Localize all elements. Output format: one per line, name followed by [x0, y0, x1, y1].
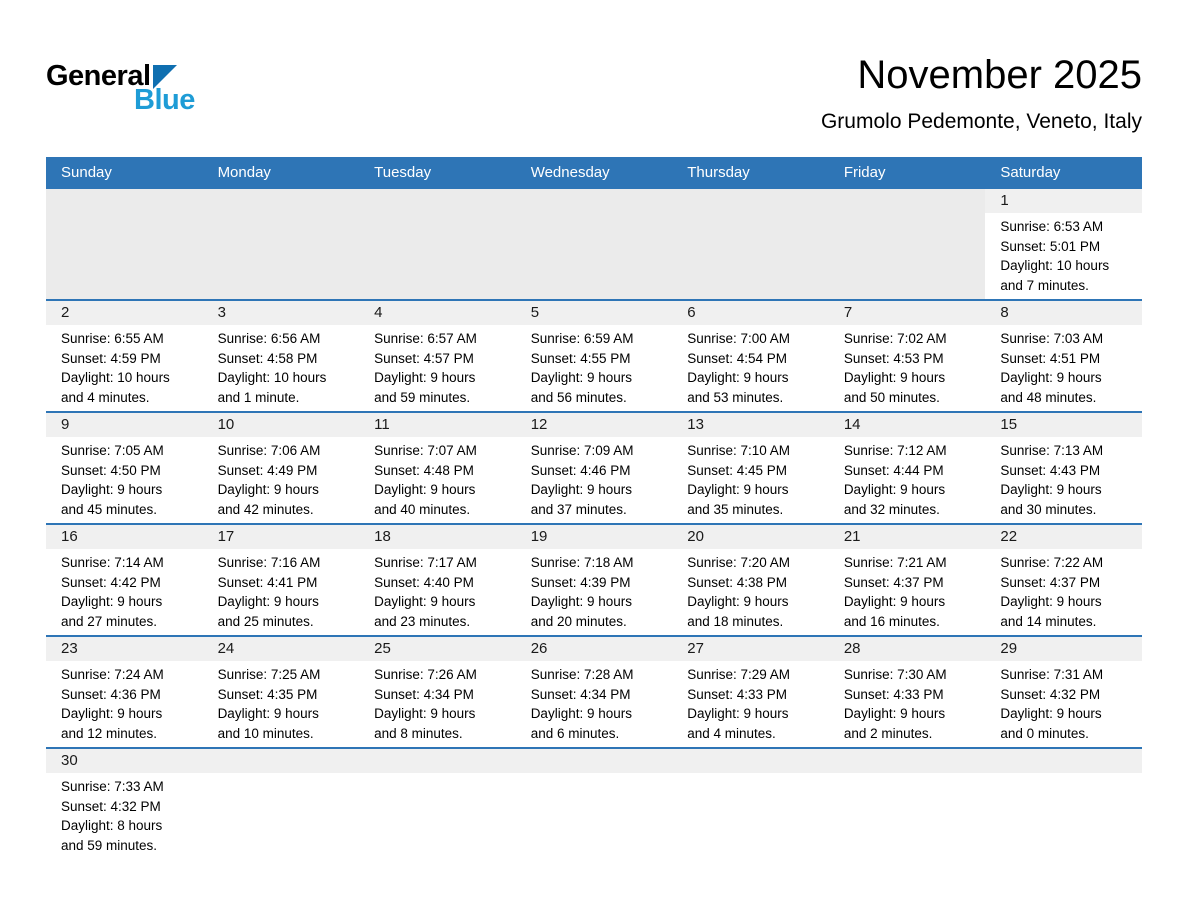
calendar-table — [46, 157, 1142, 859]
day-cell-3 — [203, 300, 360, 412]
sunset-text: Sunset: 4:33 PM — [687, 686, 788, 702]
day-cell-28 — [829, 636, 986, 748]
day-cell-29 — [985, 636, 1142, 748]
day-info — [46, 661, 203, 747]
sunrise-text: Sunrise: 7:02 AM — [843, 331, 947, 346]
sunrise-text: Sunrise: 7:06 AM — [217, 443, 321, 458]
daylight-text: Daylight: 9 hours — [374, 706, 476, 721]
day-info — [985, 661, 1142, 747]
sunrise-text: Sunrise: 7:05 AM — [61, 443, 164, 458]
daylight-text-cont: and 4 minutes. — [687, 725, 776, 741]
empty-day-cell — [829, 189, 986, 300]
sunset-text: Sunset: 4:53 PM — [843, 350, 944, 366]
sunrise-text: Sunrise: 7:16 AM — [217, 555, 321, 570]
day-info — [516, 325, 673, 411]
daylight-text-cont: and 10 minutes. — [217, 725, 314, 741]
weekday-header-thursday: Thursday — [672, 157, 829, 189]
sunrise-text: Sunrise: 6:56 AM — [217, 331, 321, 346]
day-info — [359, 325, 516, 411]
day-number: 16 — [46, 525, 203, 549]
week-row-5 — [46, 636, 1142, 748]
day-number: 20 — [672, 525, 829, 549]
day-info — [672, 437, 829, 523]
day-number: 22 — [985, 525, 1142, 549]
page-title: November 2025 — [857, 53, 1142, 97]
day-number: 6 — [672, 301, 829, 325]
daylight-text-cont: and 4 minutes. — [61, 389, 150, 405]
day-number: 12 — [516, 413, 673, 437]
week-row-4 — [46, 524, 1142, 636]
weekday-header-wednesday: Wednesday — [516, 157, 673, 189]
day-info — [359, 549, 516, 635]
daylight-text-cont: and 32 minutes. — [843, 501, 940, 517]
daylight-text: Daylight: 9 hours — [61, 706, 163, 721]
sunset-text: Sunset: 4:41 PM — [217, 574, 318, 590]
day-number: 2 — [46, 301, 203, 325]
day-number: 1 — [985, 189, 1142, 213]
empty-day-cell — [672, 189, 829, 300]
day-info — [672, 325, 829, 411]
week-row-3 — [46, 412, 1142, 524]
sunrise-text: Sunrise: 7:20 AM — [687, 555, 791, 570]
sunrise-text: Sunrise: 7:33 AM — [61, 779, 164, 794]
empty-day-cell — [46, 189, 203, 300]
sunrise-text: Sunrise: 6:55 AM — [61, 331, 164, 346]
daylight-text: Daylight: 9 hours — [687, 482, 789, 497]
daylight-text-cont: and 45 minutes. — [61, 501, 158, 517]
daylight-text-cont: and 0 minutes. — [1000, 725, 1089, 741]
daylight-text-cont: and 12 minutes. — [61, 725, 158, 741]
sunset-text: Sunset: 4:33 PM — [843, 686, 944, 702]
daylight-text-cont: and 7 minutes. — [1000, 277, 1089, 293]
day-cell-6 — [672, 300, 829, 412]
daylight-text-cont: and 1 minute. — [217, 389, 300, 405]
day-number: 15 — [985, 413, 1142, 437]
day-info — [985, 437, 1142, 523]
daylight-text: Daylight: 9 hours — [687, 706, 789, 721]
daylight-text-cont: and 42 minutes. — [217, 501, 314, 517]
weekday-header-saturday: Saturday — [985, 157, 1142, 189]
day-cell-7 — [829, 300, 986, 412]
daylight-text: Daylight: 9 hours — [61, 594, 163, 609]
sunrise-text: Sunrise: 7:25 AM — [217, 667, 321, 682]
empty-day-cell — [829, 748, 986, 859]
weekday-header-tuesday: Tuesday — [359, 157, 516, 189]
title-block — [821, 38, 1142, 134]
empty-number-strip — [516, 749, 673, 773]
daylight-text-cont: and 27 minutes. — [61, 613, 158, 629]
sunset-text: Sunset: 4:59 PM — [61, 350, 161, 366]
day-info — [985, 325, 1142, 411]
day-cell-12 — [516, 412, 673, 524]
day-info — [46, 437, 203, 523]
day-info — [516, 661, 673, 747]
sunset-text: Sunset: 4:49 PM — [217, 462, 318, 478]
daylight-text: Daylight: 9 hours — [217, 706, 319, 721]
daylight-text: Daylight: 10 hours — [61, 370, 170, 385]
daylight-text-cont: and 6 minutes. — [530, 725, 620, 741]
daylight-text: Daylight: 8 hours — [61, 818, 163, 833]
empty-day-cell — [203, 189, 360, 300]
day-info — [359, 437, 516, 523]
sunset-text: Sunset: 4:57 PM — [374, 350, 474, 366]
sunrise-text: Sunrise: 7:17 AM — [374, 555, 477, 570]
sunrise-text: Sunrise: 7:26 AM — [374, 667, 477, 682]
day-number: 30 — [46, 749, 203, 773]
daylight-text-cont: and 37 minutes. — [530, 501, 627, 517]
day-info — [359, 661, 516, 747]
sunset-text: Sunset: 4:35 PM — [217, 686, 318, 702]
empty-day-cell — [672, 748, 829, 859]
day-cell-16 — [46, 524, 203, 636]
daylight-text: Daylight: 9 hours — [1000, 594, 1102, 609]
day-info — [203, 661, 360, 747]
daylight-text: Daylight: 9 hours — [1000, 482, 1102, 497]
daylight-text: Daylight: 9 hours — [1000, 370, 1102, 385]
day-cell-8 — [985, 300, 1142, 412]
day-cell-18 — [359, 524, 516, 636]
day-info — [829, 437, 986, 523]
empty-number-strip — [359, 749, 516, 773]
sunset-text: Sunset: 4:36 PM — [61, 686, 161, 702]
sunset-text: Sunset: 4:34 PM — [374, 686, 474, 702]
sunset-text: Sunset: 4:40 PM — [374, 574, 474, 590]
sunset-text: Sunset: 4:32 PM — [1000, 686, 1101, 702]
sunset-text: Sunset: 4:46 PM — [530, 462, 631, 478]
day-number: 8 — [985, 301, 1142, 325]
sunrise-text: Sunrise: 7:31 AM — [1000, 667, 1104, 682]
day-cell-19 — [516, 524, 673, 636]
daylight-text-cont: and 14 minutes. — [1000, 613, 1097, 629]
sunset-text: Sunset: 4:39 PM — [530, 574, 631, 590]
sunset-text: Sunset: 4:55 PM — [530, 350, 631, 366]
week-row-2 — [46, 300, 1142, 412]
daylight-text: Daylight: 9 hours — [687, 594, 789, 609]
day-cell-20 — [672, 524, 829, 636]
day-number: 3 — [203, 301, 360, 325]
day-cell-27 — [672, 636, 829, 748]
sunset-text: Sunset: 4:51 PM — [1000, 350, 1101, 366]
daylight-text: Daylight: 10 hours — [217, 370, 327, 385]
day-cell-10 — [203, 412, 360, 524]
sunset-text: Sunset: 4:50 PM — [61, 462, 161, 478]
day-number: 18 — [359, 525, 516, 549]
day-number: 26 — [516, 637, 673, 661]
day-cell-11 — [359, 412, 516, 524]
daylight-text-cont: and 30 minutes. — [1000, 501, 1097, 517]
daylight-text: Daylight: 9 hours — [61, 482, 163, 497]
day-cell-30 — [46, 748, 203, 859]
daylight-text-cont: and 35 minutes. — [687, 501, 784, 517]
day-cell-1 — [985, 189, 1142, 300]
daylight-text: Daylight: 9 hours — [374, 370, 476, 385]
day-cell-5 — [516, 300, 673, 412]
day-cell-14 — [829, 412, 986, 524]
sunrise-text: Sunrise: 6:53 AM — [1000, 219, 1104, 234]
daylight-text-cont: and 2 minutes. — [843, 725, 933, 741]
sunset-text: Sunset: 4:54 PM — [687, 350, 788, 366]
week-row-1 — [46, 189, 1142, 300]
sunrise-text: Sunrise: 7:30 AM — [843, 667, 947, 682]
empty-number-strip — [203, 749, 360, 773]
logo-text-general: General — [46, 60, 151, 92]
day-info — [672, 549, 829, 635]
sunset-text: Sunset: 4:48 PM — [374, 462, 474, 478]
daylight-text-cont: and 23 minutes. — [374, 613, 471, 629]
sunrise-text: Sunrise: 7:18 AM — [530, 555, 634, 570]
weekday-header-row — [46, 157, 1142, 189]
day-info — [46, 773, 203, 859]
empty-day-cell — [516, 189, 673, 300]
day-cell-4 — [359, 300, 516, 412]
day-number: 5 — [516, 301, 673, 325]
daylight-text: Daylight: 9 hours — [843, 706, 946, 721]
sunrise-text: Sunrise: 7:14 AM — [61, 555, 164, 570]
sunrise-text: Sunrise: 6:57 AM — [374, 331, 477, 346]
sunset-text: Sunset: 5:01 PM — [1000, 238, 1101, 254]
sunset-text: Sunset: 4:45 PM — [687, 462, 788, 478]
day-info — [46, 325, 203, 411]
sunset-text: Sunset: 4:38 PM — [687, 574, 788, 590]
empty-day-cell — [359, 748, 516, 859]
empty-number-strip — [829, 749, 986, 773]
daylight-text-cont: and 16 minutes. — [843, 613, 940, 629]
daylight-text-cont: and 53 minutes. — [687, 389, 784, 405]
day-info — [46, 549, 203, 635]
daylight-text: Daylight: 9 hours — [530, 370, 632, 385]
day-cell-9 — [46, 412, 203, 524]
daylight-text: Daylight: 9 hours — [374, 482, 476, 497]
weekday-header-friday: Friday — [829, 157, 986, 189]
sunset-text: Sunset: 4:34 PM — [530, 686, 631, 702]
daylight-text-cont: and 25 minutes. — [217, 613, 314, 629]
daylight-text: Daylight: 10 hours — [1000, 258, 1110, 273]
day-info — [985, 549, 1142, 635]
sunset-text: Sunset: 4:43 PM — [1000, 462, 1101, 478]
empty-day-cell — [203, 748, 360, 859]
sunrise-text: Sunrise: 7:29 AM — [687, 667, 791, 682]
day-info — [672, 661, 829, 747]
day-info — [203, 549, 360, 635]
day-cell-15 — [985, 412, 1142, 524]
daylight-text: Daylight: 9 hours — [843, 594, 946, 609]
sunrise-text: Sunrise: 7:21 AM — [843, 555, 947, 570]
daylight-text-cont: and 50 minutes. — [843, 389, 940, 405]
daylight-text: Daylight: 9 hours — [217, 482, 319, 497]
sunrise-text: Sunrise: 7:07 AM — [374, 443, 477, 458]
daylight-text: Daylight: 9 hours — [843, 482, 946, 497]
daylight-text-cont: and 20 minutes. — [530, 613, 627, 629]
day-number: 28 — [829, 637, 986, 661]
day-cell-24 — [203, 636, 360, 748]
daylight-text-cont: and 48 minutes. — [1000, 389, 1097, 405]
sunset-text: Sunset: 4:58 PM — [217, 350, 318, 366]
day-number: 7 — [829, 301, 986, 325]
daylight-text: Daylight: 9 hours — [374, 594, 476, 609]
sunrise-text: Sunrise: 6:59 AM — [530, 331, 634, 346]
weekday-header-sunday: Sunday — [46, 157, 203, 189]
day-number: 21 — [829, 525, 986, 549]
day-number: 11 — [359, 413, 516, 437]
sunrise-text: Sunrise: 7:13 AM — [1000, 443, 1104, 458]
daylight-text-cont: and 56 minutes. — [530, 389, 627, 405]
day-info — [829, 325, 986, 411]
daylight-text-cont: and 59 minutes. — [61, 837, 158, 853]
page-subtitle: Grumolo Pedemonte, Veneto, Italy — [820, 110, 1142, 133]
daylight-text-cont: and 40 minutes. — [374, 501, 471, 517]
page-header — [0, 0, 1188, 157]
day-number: 13 — [672, 413, 829, 437]
daylight-text: Daylight: 9 hours — [843, 370, 946, 385]
day-info — [829, 661, 986, 747]
sunrise-text: Sunrise: 7:03 AM — [1000, 331, 1104, 346]
day-number: 27 — [672, 637, 829, 661]
day-number: 25 — [359, 637, 516, 661]
day-cell-23 — [46, 636, 203, 748]
day-cell-22 — [985, 524, 1142, 636]
day-number: 19 — [516, 525, 673, 549]
day-number: 29 — [985, 637, 1142, 661]
sunrise-text: Sunrise: 7:28 AM — [530, 667, 634, 682]
sunset-text: Sunset: 4:44 PM — [843, 462, 944, 478]
sunset-text: Sunset: 4:32 PM — [61, 798, 161, 814]
empty-day-cell — [985, 748, 1142, 859]
weekday-header-monday: Monday — [203, 157, 360, 189]
daylight-text: Daylight: 9 hours — [530, 482, 632, 497]
daylight-text: Daylight: 9 hours — [217, 594, 319, 609]
day-info — [829, 549, 986, 635]
sunrise-text: Sunrise: 7:10 AM — [687, 443, 791, 458]
day-number: 24 — [203, 637, 360, 661]
daylight-text-cont: and 18 minutes. — [687, 613, 784, 629]
day-info — [203, 437, 360, 523]
day-info — [985, 213, 1142, 299]
daylight-text: Daylight: 9 hours — [687, 370, 789, 385]
daylight-text-cont: and 59 minutes. — [374, 389, 471, 405]
day-cell-2 — [46, 300, 203, 412]
sunset-text: Sunset: 4:37 PM — [843, 574, 944, 590]
day-cell-25 — [359, 636, 516, 748]
sunrise-text: Sunrise: 7:12 AM — [843, 443, 947, 458]
day-number: 23 — [46, 637, 203, 661]
sunrise-text: Sunrise: 7:00 AM — [687, 331, 791, 346]
day-number: 17 — [203, 525, 360, 549]
sunrise-text: Sunrise: 7:22 AM — [1000, 555, 1104, 570]
day-info — [516, 549, 673, 635]
day-number: 4 — [359, 301, 516, 325]
empty-number-strip — [672, 749, 829, 773]
daylight-text: Daylight: 9 hours — [1000, 706, 1102, 721]
logo-text-blue: Blue — [134, 84, 195, 116]
sunset-text: Sunset: 4:37 PM — [1000, 574, 1101, 590]
empty-number-strip — [985, 749, 1142, 773]
week-row-6 — [46, 748, 1142, 859]
day-info — [203, 325, 360, 411]
day-number: 14 — [829, 413, 986, 437]
empty-day-cell — [359, 189, 516, 300]
general-blue-logo — [46, 38, 195, 115]
daylight-text-cont: and 8 minutes. — [374, 725, 463, 741]
sunrise-text: Sunrise: 7:09 AM — [530, 443, 634, 458]
sunrise-text: Sunrise: 7:24 AM — [61, 667, 164, 682]
day-number: 9 — [46, 413, 203, 437]
day-cell-17 — [203, 524, 360, 636]
daylight-text: Daylight: 9 hours — [530, 594, 632, 609]
day-cell-21 — [829, 524, 986, 636]
day-cell-26 — [516, 636, 673, 748]
day-cell-13 — [672, 412, 829, 524]
sunset-text: Sunset: 4:42 PM — [61, 574, 161, 590]
day-number: 10 — [203, 413, 360, 437]
empty-day-cell — [516, 748, 673, 859]
daylight-text: Daylight: 9 hours — [530, 706, 632, 721]
day-info — [516, 437, 673, 523]
